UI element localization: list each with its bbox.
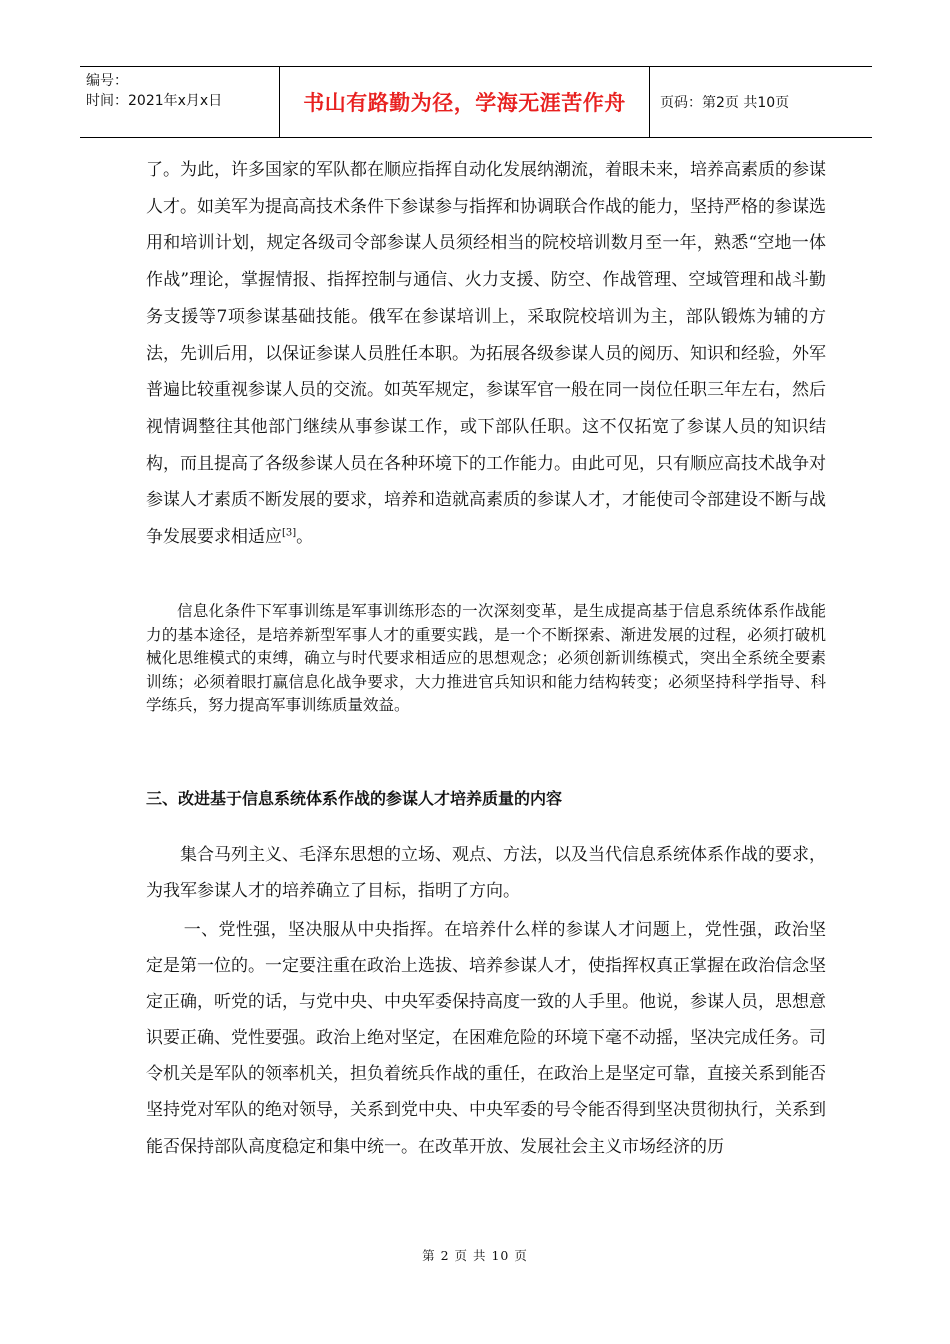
document-time-label: 时间：2021年x月x日 [86, 93, 223, 109]
header-page-info: 页码：第2页 共10页 [660, 95, 790, 111]
paragraph-1-end: 。 [296, 527, 314, 548]
header-motto: 书山有路勤为径，学海无涯苦作舟 [280, 67, 650, 137]
paragraph-3: 集合马列主义、毛泽东思想的立场、观点、方法，以及当代信息系统体系作战的要求，为我军参谋人才的培养确立了目标，指明了方向。 [146, 845, 826, 901]
document-code-label: 编号： [86, 73, 128, 89]
page-header [80, 66, 872, 138]
paragraph-1 [146, 152, 826, 556]
section-heading: 三、改进基于信息系统体系作战的参谋人才培养质量的内容 [146, 789, 563, 808]
citation-ref: [3] [282, 527, 297, 539]
page-footer: 第 2 页 共 10 页 [422, 1248, 528, 1263]
header-meta [80, 67, 280, 137]
paragraph-1-text: 了。为此，许多国家的军队都在顺应指挥自动化发展纳潮流，着眼未来，培养高素质的参谋人才。如美军为提高高技术条件下参谋参与指挥和协调联合作战的能力，坚持严格的参谋选用和培训计划，规定各级司令部参谋人员须经相当的院校培训数月至一年，熟悉“空地一体作战”理论，掌握情报、指挥控制与通信、火力支援、防空、作战管理、空域管理和战斗勤务支援等7项参谋基础技能。俄军在参谋培训上，采取院校培训为主，部队锻炼为辅的方法，先训后用，以保证参谋人员胜任本职。为拓展各级参谋人员的阅历、知识和经验，外军普遍比较重视参谋人员的交流。如英军规定，参谋军官一般在同一岗位任职三年左右，然后视情调整往其他部门继续从事参谋工作，或下部队任职。这不仅拓宽了参谋人员的知识结构，而且提高了各级参谋人员在各种环境下的工作能力。由此可见，只有顺应高技术战争对参谋人才素质不断发展的要求，培养和造就高素质的参谋人才，才能使司令部建设不断与战争发展要求相适应 [146, 160, 826, 548]
paragraph-2: 信息化条件下军事训练是军事训练形态的一次深刻变革，是生成提高基于信息系统体系作战能力的基本途径，是培养新型军事人才的重要实践，是一个不断探索、渐进发展的过程，必须打破机械化思维模式的束缚，确立与时代要求相适应的思想观念；必须创新训练模式，突出全系统全要素训练；必须着眼打赢信息化战争要求，大力推进官兵知识和能力结构转变；必须坚持科学指导、科学练兵，努力提高军事训练质量效益。 [146, 602, 826, 715]
paragraph-4 [146, 912, 826, 1165]
paragraph-4-text: 一、党性强，坚决服从中央指挥。在培养什么样的参谋人才问题上，党性强，政治坚定是第一位的。一定要注重在政治上选拔、培养参谋人才，使指挥权真正掌握在政治信念坚定正确，听党的话，与党中央、中央军委保持高度一致的人手里。他说，参谋人员，思想意识要正确、党性要强。政治上绝对坚定，在困难危险的环境下毫不动摇，坚决完成任务。司令机关是军队的领率机关，担负着统兵作战的重任，在政治上是坚定可靠，直接关系到能否坚持党对军队的绝对领导，关系到党中央、中央军委的号令能否得到坚决贯彻执行，关系到能否保持部队高度稳定和集中统一。在改革开放、发展社会主义市场经济的历 [146, 920, 826, 1157]
